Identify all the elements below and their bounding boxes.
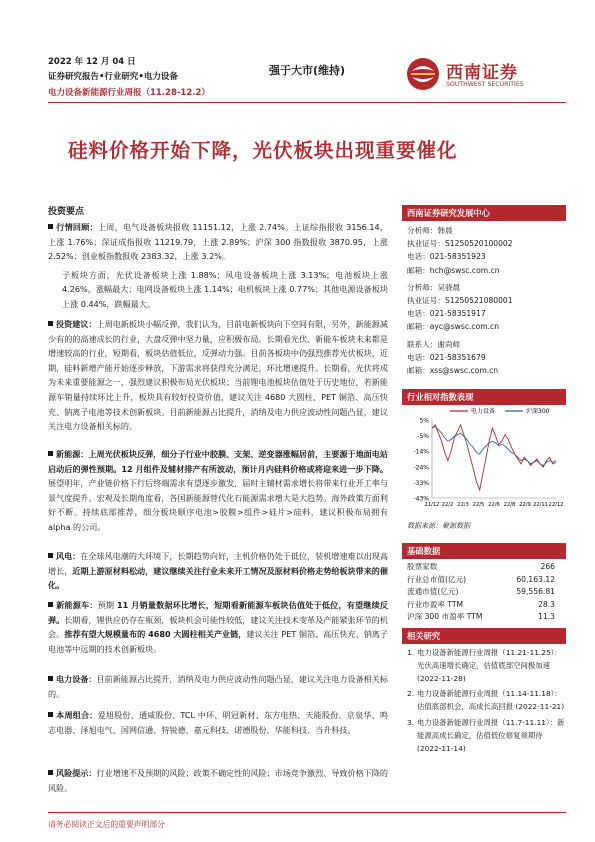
x-tick-label: 22/12 [548, 502, 564, 508]
legend-label: 电力设备 [471, 408, 496, 415]
x-tick-label: 22/2 [441, 502, 454, 508]
related-report-title: 电力设备新能源行业周报（11.14-11.18）：估值底部机会，高成长高回报 (2022-11-21) [417, 689, 565, 712]
basic-data-value: 60,163.12 [516, 574, 555, 584]
risk-section: 风险提示：行业增速不及预期的风险；政策不确定性的风险；市场竞争激烈、导致价格下降的风险。 [48, 768, 388, 793]
x-tick-label: 22/3 [457, 502, 469, 508]
x-tick-label: 22/8 [503, 502, 516, 508]
report-date: 2022 年 12 月 04 日 [48, 57, 136, 67]
y-tick-label: -5% [417, 433, 429, 441]
related-research-list [407, 647, 565, 758]
basic-data-key: 行业总市值(亿元) [407, 574, 467, 584]
basic-data-row [407, 561, 555, 574]
related-research-title: 相关研究 [402, 628, 566, 644]
y-tick-label: -24% [413, 464, 429, 472]
basic-data-row [407, 611, 555, 624]
y-tick-label: -33% [413, 479, 429, 487]
wind-power-section: 风电：在全球风电潮的大环境下，长期趋势向好，主机价格仍处于低位，装机增速难以出现高增长，近期上游原材料松动，建议继续关注行业未来开工情况及原材料价格走势给板块带来的催化。 [48, 551, 388, 591]
basic-data-value: 59,556.81 [516, 587, 555, 597]
team-title: 西南证券研究发展中心 [402, 205, 566, 221]
bullet-icon [48, 451, 53, 456]
basic-data-key: 行业市盈率 TTM [407, 599, 464, 609]
series-line [432, 425, 556, 490]
basic-data-value: 266 [540, 562, 555, 571]
related-report-item[interactable] [407, 688, 565, 714]
related-report-title: 电力设备新能源行业周报（11.7-11.11）：新能源高成长确定，估值低位修复须期待 (2022-11-14) [417, 717, 565, 753]
report-title: 硅料价格开始下降，光伏板块出现重要催化 [68, 139, 458, 162]
basic-data-value: 28.3 [538, 599, 555, 609]
x-tick-label: 21/12 [424, 502, 440, 508]
industry-rating: 强于大市(维持) [269, 64, 346, 77]
related-report-item[interactable] [407, 647, 565, 685]
related-report-number: 1. [407, 648, 415, 657]
x-tick-label: 22/9 [519, 502, 531, 508]
weekly-portfolio-section: 本周组合：爱旭股份、通威股份、TCL 中环、明冠新材、东方电热、天能股份、京泉华、鸣志电器、泽旭电气、国网信通、特锐德、嘉元科技、诺德股份、华能科技、当升科技。 [48, 710, 388, 735]
x-tick-label: 22/6 [488, 502, 500, 508]
report-series: 电力设备新能源行业周报（11.28-12.2） [48, 88, 210, 98]
power-equipment-section: 电力设备：目前新能源占比提升，消纳及电力供应波动性问题凸显，建议关注电力设备相关标的。 [48, 674, 388, 699]
investment-advice: 投资建议：上周电新板块小幅反弹，我们认为，目前电新板块向下空间有限，另外，新能源减少有的的高速成长的行业，大盘反弹中坚力量，应积极布局。长期看光伏、新能车板块未来都是增速较高的行业，短期看，板块估值低位，反弹动力强。目前各板块中仍强烈推荐光伏板块，近期，硅料新增产能开始逐步释放，下游需求将获得充分满足，环比增速提升。长期看，光伏将成为未来重要能源之一，强烈建议积极布局光伏板块；当前锂电池板块估值处于历史地位，若新能源车销量持续环比上升，板块具有较好投资价值，建议关注 4680 大圆柱、PET 铜箔、高压快充、钠离子电池等技术创新板块。目前新能源占比提升，消纳及电力供应波动性问题凸显，建议关注电力设备相关标的。 [48, 319, 388, 432]
y-tick-label: -14% [413, 448, 429, 456]
ev-section: 新能源车：预期 11 月销量数据环比增长，短期看新能源车板块估值处于低位，有望继续反弹。长期看，锂供应仍存在瓶颈，板块机会可能性较低，建议关注技术变革及产能紧张环节的机会。推荐有望大规模量布的 4680 大圆柱相关产业链，建议关注 PET 铜箔、高压快充、钠离子电池等中远期的技术创新板块。 [48, 600, 388, 654]
related-report-number: 2. [407, 689, 415, 699]
bullet-icon [48, 602, 53, 607]
bullet-icon [48, 712, 53, 717]
y-tick-label: 5% [419, 417, 429, 425]
x-tick-label: 22/5 [472, 502, 485, 508]
y-tick-label: -43% [413, 495, 429, 503]
x-tick-label: 22/11 [533, 502, 548, 508]
logo-emblem-icon [406, 57, 440, 91]
footer-divider [48, 812, 566, 813]
logo-subtext: SOUTHWEST SECURITIES [446, 81, 524, 88]
chart-source: 数据来源：聚源数据 [407, 522, 470, 530]
chart-section-title: 行业相对指数表现 [402, 389, 566, 405]
bullet-icon [48, 321, 53, 326]
basic-data-table [407, 561, 555, 624]
logo-text: 西南证券 [446, 63, 518, 83]
bullet-icon [48, 224, 53, 229]
related-report-item[interactable] [407, 717, 565, 755]
relative-index-chart [404, 406, 566, 512]
related-report-title: 电力设备新能源行业周报（11.21-11.25）：光伏高速增长确定，估值底部空间极加速 (2022-11-28) [417, 648, 562, 683]
header-divider [48, 102, 566, 103]
basic-data-key: 沪深 300 市盈率 TTM [407, 612, 483, 622]
basic-data-key: 流通市值(亿元) [407, 587, 459, 597]
new-energy-section: 新能源：上周光伏板块反弹，细分子行业中胶膜、支架、逆变器涨幅居前，主要源于地面电站启动后的弹性预期。12 月组件及辅材排产有所波动，预计月内硅料价格或将迎来进一步下降。展望明年，产业链价格下行后终端需求有望逐步激发，届时主辅材需求增长将带来行业开工率与景气度提升。宏观及长期角度看，各国新能源替代化石能源需求增大是大趋势。海外政策方面利好不断。持续底部推荐，细分板块顺序电池>胶膜>组件>硅片>硅料，建议积极布局拥有 alpha 的公司。 [48, 449, 388, 532]
basic-data-title: 基础数据 [402, 543, 566, 559]
company-logo [406, 54, 556, 94]
legend-label: 沪深300 [526, 408, 550, 415]
investment-points-heading: 投资要点 [48, 207, 85, 217]
market-review: 行情回顾：上周，电气设备板块报收 11151.12，上涨 2.74%。上证综指报收 3156.14，上涨 1.76%；深证成指报收 11219.79，上涨 2.89%；沪深 300 指数报收 3870.95，上涨 2.52%；创业板指数报收 2383.32，上涨 3.2%。 子板块方面，光伏设备板块上涨 1.88%；风电设备板块上涨 3.13%；电池板块上涨 4.26%，涨幅最大；电网设备板块上涨 1.14%；电机板块上涨 0.77%；其他电源设备板块上涨 0.44%，跌幅最大。 [48, 222, 388, 309]
report-category: 证券研究报告•行业研究•电力设备 [48, 72, 178, 82]
bullet-icon [48, 676, 53, 681]
basic-data-row [407, 574, 555, 587]
related-report-number: 3. [407, 717, 415, 727]
basic-data-value: 11.3 [538, 612, 555, 622]
basic-data-key: 股票家数 [407, 562, 438, 571]
basic-data-row [407, 599, 555, 612]
disclaimer-notice: 请务必阅读正文后的重要声明部分 [48, 820, 165, 829]
analyst-info: 分析师：韩晨 执业证号：S1250520100002 电话：021-58351923 邮箱：hch@swsc.com.cn 分析师：吴骁晨 执业证号：S1250521080001 电话：021-58351917 邮箱：ayc@swsc.com.cn 联系人：谢尚师 电话：021-58351679 邮箱：xss@swsc.com.cn [407, 226, 513, 376]
bullet-icon [48, 770, 53, 775]
bullet-icon [48, 553, 53, 558]
basic-data-row [407, 586, 555, 599]
